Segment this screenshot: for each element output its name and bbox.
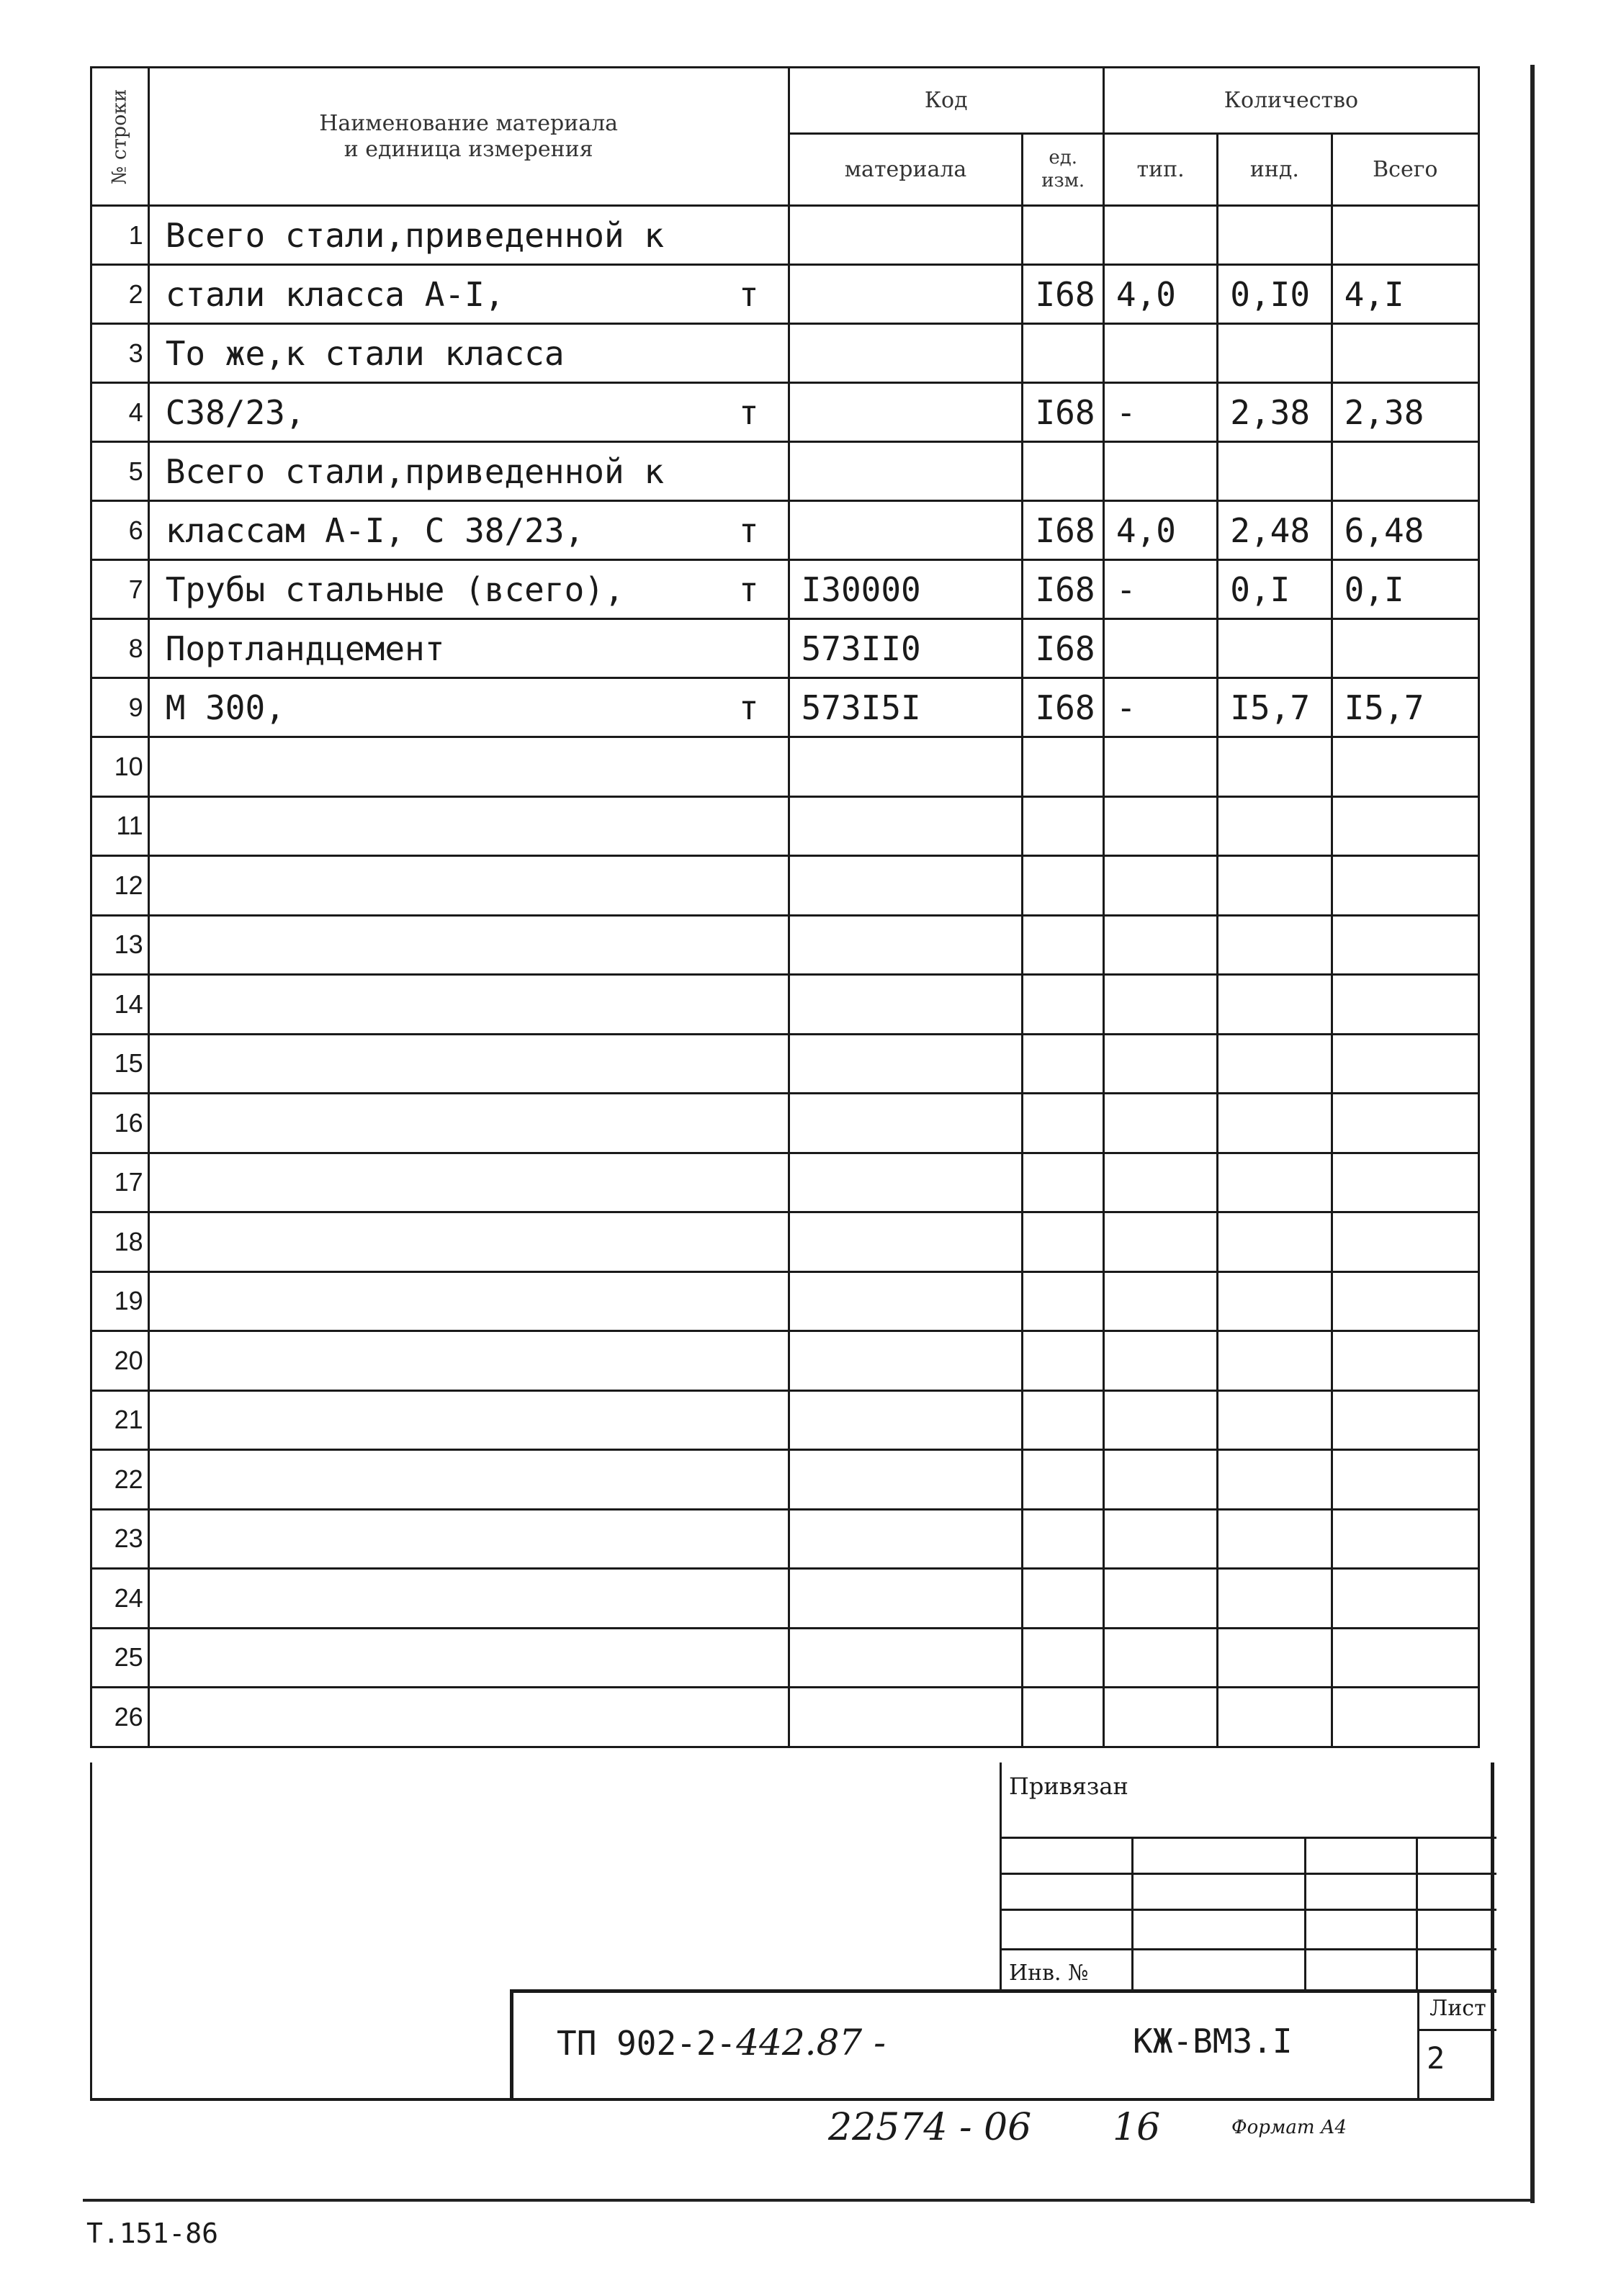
qty-ind: [1218, 1094, 1332, 1153]
unit-code: [1023, 206, 1103, 265]
unit-code: I68: [1023, 619, 1103, 678]
table-row: [91, 1450, 1479, 1510]
qty-total: 2,38: [1332, 383, 1478, 442]
qty-typ: [1103, 206, 1217, 265]
material-name: [148, 1569, 789, 1629]
qty-typ: [1103, 1271, 1217, 1331]
material-code: [789, 1331, 1023, 1391]
material-name-text: Трубы стальные (всего),: [165, 570, 624, 609]
unit-code: [1023, 1212, 1103, 1272]
unit-label: т: [738, 392, 759, 432]
unit-code: [1023, 1153, 1103, 1212]
material-name: [148, 737, 789, 797]
unit-code: [1023, 1034, 1103, 1094]
sheet-label: Лист: [1429, 1996, 1486, 2021]
material-code: [789, 975, 1023, 1035]
qty-typ: [1103, 796, 1217, 856]
unit-code: I68: [1023, 383, 1103, 442]
row-number: 18: [91, 1212, 149, 1272]
row-number: 8: [91, 619, 149, 678]
table-row: [91, 1034, 1479, 1094]
qty-ind: 2,38: [1218, 383, 1332, 442]
divider: [1002, 1837, 1496, 1839]
row-number: 4: [91, 383, 149, 442]
row-number: 11: [91, 796, 149, 856]
table-row: [91, 206, 1479, 265]
qty-typ: [1103, 1628, 1217, 1688]
qty-total: [1332, 1153, 1478, 1212]
qty-typ: [1103, 1212, 1217, 1272]
unit-code: [1023, 442, 1103, 501]
qty-ind: [1218, 1569, 1332, 1629]
material-code: [789, 206, 1023, 265]
material-name: [148, 442, 789, 501]
material-name: [148, 501, 789, 560]
qty-ind: [1218, 1390, 1332, 1450]
table-row: [91, 619, 1479, 678]
qty-typ: [1103, 915, 1217, 975]
row-number: 15: [91, 1034, 149, 1094]
material-code: [789, 1212, 1023, 1272]
material-code: [789, 1390, 1023, 1450]
material-name: [148, 1153, 789, 1212]
qty-total: 6,48: [1332, 501, 1478, 560]
qty-typ: -: [1103, 560, 1217, 619]
qty-total: [1332, 1688, 1478, 1747]
qty-ind: 2,48: [1218, 501, 1332, 560]
row-number: 17: [91, 1153, 149, 1212]
qty-ind: [1218, 1628, 1332, 1688]
unit-label: т: [738, 570, 759, 609]
material-code: [789, 1509, 1023, 1569]
qty-ind: [1218, 1450, 1332, 1510]
qty-typ: [1103, 975, 1217, 1035]
table-row: [91, 383, 1479, 442]
unit-code: [1023, 1271, 1103, 1331]
row-number: 1: [91, 206, 149, 265]
qty-total: [1332, 442, 1478, 501]
qty-typ: [1103, 1390, 1217, 1450]
row-number: 7: [91, 560, 149, 619]
row-number: 20: [91, 1331, 149, 1391]
material-code: 573I5I: [789, 678, 1023, 737]
qty-ind: 0,I0: [1218, 265, 1332, 324]
qty-ind: [1218, 1271, 1332, 1331]
header-code-unit: ед. изм.: [1023, 134, 1103, 206]
qty-ind: [1218, 324, 1332, 383]
material-code: [789, 1450, 1023, 1510]
material-code: [789, 1271, 1023, 1331]
qty-typ: -: [1103, 678, 1217, 737]
row-number: 6: [91, 501, 149, 560]
unit-label: т: [738, 688, 759, 727]
unit-code: I68: [1023, 678, 1103, 737]
row-number: 22: [91, 1450, 149, 1510]
material-code: [789, 1628, 1023, 1688]
unit-code: [1023, 1628, 1103, 1688]
divider: [1304, 1837, 1306, 1989]
table-row: [91, 1153, 1479, 1212]
material-name: [148, 975, 789, 1035]
unit-code: I68: [1023, 501, 1103, 560]
qty-total: [1332, 856, 1478, 916]
qty-total: [1332, 1271, 1478, 1331]
material-name: [148, 1094, 789, 1153]
material-code: 573II0: [789, 619, 1023, 678]
qty-total: I5,7: [1332, 678, 1478, 737]
row-number: 24: [91, 1569, 149, 1629]
unit-code: [1023, 1509, 1103, 1569]
material-name: [148, 560, 789, 619]
qty-typ: [1103, 442, 1217, 501]
header-code: Код: [789, 68, 1103, 134]
row-number: 21: [91, 1390, 149, 1450]
header-name: Наименование материала и единица измерения: [148, 68, 789, 206]
unit-label: т: [738, 510, 759, 550]
qty-typ: 4,0: [1103, 265, 1217, 324]
material-name: [148, 1271, 789, 1331]
row-number: 26: [91, 1688, 149, 1747]
material-name-text: С38/23,: [165, 392, 305, 432]
qty-ind: 0,I: [1218, 560, 1332, 619]
order-number: 22574 - 06: [828, 2106, 1032, 2149]
table-row: [91, 560, 1479, 619]
row-number: 14: [91, 975, 149, 1035]
project-code-handwritten: 442.87 -: [736, 2022, 886, 2063]
header-qty-typ: тип.: [1103, 134, 1217, 206]
table-row: [91, 501, 1479, 560]
qty-ind: [1218, 619, 1332, 678]
project-code: [557, 2022, 886, 2063]
material-name: [148, 1688, 789, 1747]
unit-code: [1023, 915, 1103, 975]
title-block-area: [90, 1762, 1494, 2101]
table-row: [91, 737, 1479, 797]
table-row: [91, 915, 1479, 975]
table-row: [91, 1331, 1479, 1391]
unit-code: [1023, 1390, 1103, 1450]
qty-ind: [1218, 1331, 1332, 1391]
row-number: 19: [91, 1271, 149, 1331]
divider: [1416, 1837, 1418, 1989]
qty-total: [1332, 796, 1478, 856]
row-number: 23: [91, 1509, 149, 1569]
divider: [1002, 1948, 1496, 1950]
material-name-text: Портландцемент: [165, 629, 445, 668]
unit-code: [1023, 1450, 1103, 1510]
qty-ind: [1218, 737, 1332, 797]
qty-typ: [1103, 1688, 1217, 1747]
qty-total: [1332, 619, 1478, 678]
table-row: [91, 1271, 1479, 1331]
qty-total: [1332, 1628, 1478, 1688]
material-name-text: стали класса А-I,: [165, 274, 505, 314]
sheet-number-box: [1417, 1993, 1496, 2101]
qty-typ: [1103, 1034, 1217, 1094]
qty-typ: [1103, 737, 1217, 797]
table-row: [91, 1628, 1479, 1688]
qty-typ: [1103, 856, 1217, 916]
qty-total: [1332, 1569, 1478, 1629]
qty-total: [1332, 324, 1478, 383]
material-name: [148, 206, 789, 265]
material-name: [148, 619, 789, 678]
table-row: [91, 1212, 1479, 1272]
qty-typ: [1103, 1569, 1217, 1629]
material-name: [148, 678, 789, 737]
material-name: [148, 1212, 789, 1272]
table-row: [91, 856, 1479, 916]
material-code: [789, 442, 1023, 501]
unit-code: [1023, 856, 1103, 916]
qty-typ: [1103, 1153, 1217, 1212]
table-row: [91, 678, 1479, 737]
material-code: [789, 324, 1023, 383]
material-name: [148, 265, 789, 324]
material-code: [789, 915, 1023, 975]
qty-typ: -: [1103, 383, 1217, 442]
form-stamp: Т.151-86: [86, 2218, 219, 2249]
qty-total: [1332, 975, 1478, 1035]
qty-ind: [1218, 206, 1332, 265]
material-name-text: классам А-I, С 38/23,: [165, 510, 585, 550]
divider: [1002, 1909, 1496, 1911]
header-qty-ind: инд.: [1218, 134, 1332, 206]
material-name-text: Всего стали,приведенной к: [165, 215, 665, 255]
qty-total: [1332, 915, 1478, 975]
qty-total: [1332, 1450, 1478, 1510]
material-code: [789, 796, 1023, 856]
material-name: [148, 1034, 789, 1094]
header-code-material: материала: [789, 134, 1023, 206]
qty-ind: I5,7: [1218, 678, 1332, 737]
privyazan-label: Привязан: [1009, 1773, 1128, 1800]
title-block: [510, 1989, 1496, 2101]
table-row: [91, 796, 1479, 856]
material-code: [789, 1034, 1023, 1094]
qty-typ: [1103, 324, 1217, 383]
material-code: I30000: [789, 560, 1023, 619]
unit-code: [1023, 1331, 1103, 1391]
material-code: [789, 737, 1023, 797]
table-row: [91, 324, 1479, 383]
material-name: [148, 383, 789, 442]
sheet-number: 2: [1427, 2040, 1445, 2076]
header-quantity: Количество: [1103, 68, 1478, 134]
material-name: [148, 1331, 789, 1391]
table-row: [91, 1569, 1479, 1629]
page-frame-right: [1530, 65, 1535, 2203]
qty-ind: [1218, 856, 1332, 916]
qty-total: [1332, 1212, 1478, 1272]
table-row: [91, 1390, 1479, 1450]
qty-ind: [1218, 915, 1332, 975]
qty-ind: [1218, 796, 1332, 856]
unit-code: [1023, 1094, 1103, 1153]
material-name-text: То же,к стали класса: [165, 333, 565, 373]
unit-code: I68: [1023, 560, 1103, 619]
qty-typ: 4,0: [1103, 501, 1217, 560]
qty-typ: [1103, 1450, 1217, 1510]
qty-total: 4,I: [1332, 265, 1478, 324]
divider: [1002, 1873, 1496, 1875]
qty-typ: [1103, 1509, 1217, 1569]
header-row-number: № строки: [91, 68, 149, 206]
material-name: [148, 796, 789, 856]
unit-code: [1023, 1569, 1103, 1629]
row-number: 9: [91, 678, 149, 737]
material-code: [789, 1094, 1023, 1153]
divider: [1131, 1837, 1134, 1989]
unit-code: [1023, 1688, 1103, 1747]
row-number: 10: [91, 737, 149, 797]
qty-total: [1332, 1390, 1478, 1450]
material-code: [789, 1569, 1023, 1629]
header-qty-total: Всего: [1332, 134, 1478, 206]
material-code: [789, 856, 1023, 916]
material-name: [148, 1450, 789, 1510]
material-code: [789, 1688, 1023, 1747]
material-code: [789, 265, 1023, 324]
unit-code: [1023, 737, 1103, 797]
material-name-text: Всего стали,приведенной к: [165, 451, 665, 491]
table-row: [91, 1509, 1479, 1569]
table-row: [91, 1688, 1479, 1747]
material-code: [789, 1153, 1023, 1212]
row-number: 12: [91, 856, 149, 916]
qty-ind: [1218, 1688, 1332, 1747]
inventory-number-label: Инв. №: [1009, 1960, 1089, 1986]
qty-ind: [1218, 975, 1332, 1035]
qty-total: [1332, 1034, 1478, 1094]
material-name: [148, 324, 789, 383]
qty-ind: [1218, 1034, 1332, 1094]
row-number: 25: [91, 1628, 149, 1688]
table-row: [91, 265, 1479, 324]
qty-ind: [1218, 1153, 1332, 1212]
project-code-printed: ТП 902-2-: [557, 2024, 737, 2063]
format-label: Формат А4: [1231, 2117, 1347, 2138]
qty-typ: [1103, 619, 1217, 678]
sheet-code: КЖ-ВМЗ.I: [1133, 2022, 1293, 2061]
table-row: [91, 1094, 1479, 1153]
qty-total: 0,I: [1332, 560, 1478, 619]
material-code: [789, 501, 1023, 560]
unit-label: т: [738, 274, 759, 314]
qty-ind: [1218, 1212, 1332, 1272]
table-row: [91, 975, 1479, 1035]
qty-typ: [1103, 1331, 1217, 1391]
material-name: [148, 1390, 789, 1450]
privyazan-block: [1000, 1762, 1496, 1989]
page-frame-bottom: [83, 2199, 1535, 2202]
qty-typ: [1103, 1094, 1217, 1153]
table-row: [91, 442, 1479, 501]
material-code: [789, 383, 1023, 442]
material-name: [148, 856, 789, 916]
material-name-text: М 300,: [165, 688, 285, 727]
divider: [1419, 2029, 1496, 2031]
qty-ind: [1218, 1509, 1332, 1569]
qty-total: [1332, 737, 1478, 797]
materials-table: [90, 66, 1480, 1748]
row-number: 13: [91, 915, 149, 975]
copy-number: 16: [1113, 2106, 1161, 2149]
unit-code: [1023, 796, 1103, 856]
row-number: 5: [91, 442, 149, 501]
material-name: [148, 1509, 789, 1569]
material-name: [148, 1628, 789, 1688]
unit-code: I68: [1023, 265, 1103, 324]
qty-total: [1332, 1331, 1478, 1391]
unit-code: [1023, 324, 1103, 383]
qty-total: [1332, 206, 1478, 265]
qty-total: [1332, 1509, 1478, 1569]
row-number: 16: [91, 1094, 149, 1153]
material-name: [148, 915, 789, 975]
qty-total: [1332, 1094, 1478, 1153]
unit-code: [1023, 975, 1103, 1035]
qty-ind: [1218, 442, 1332, 501]
row-number: 3: [91, 324, 149, 383]
row-number: 2: [91, 265, 149, 324]
